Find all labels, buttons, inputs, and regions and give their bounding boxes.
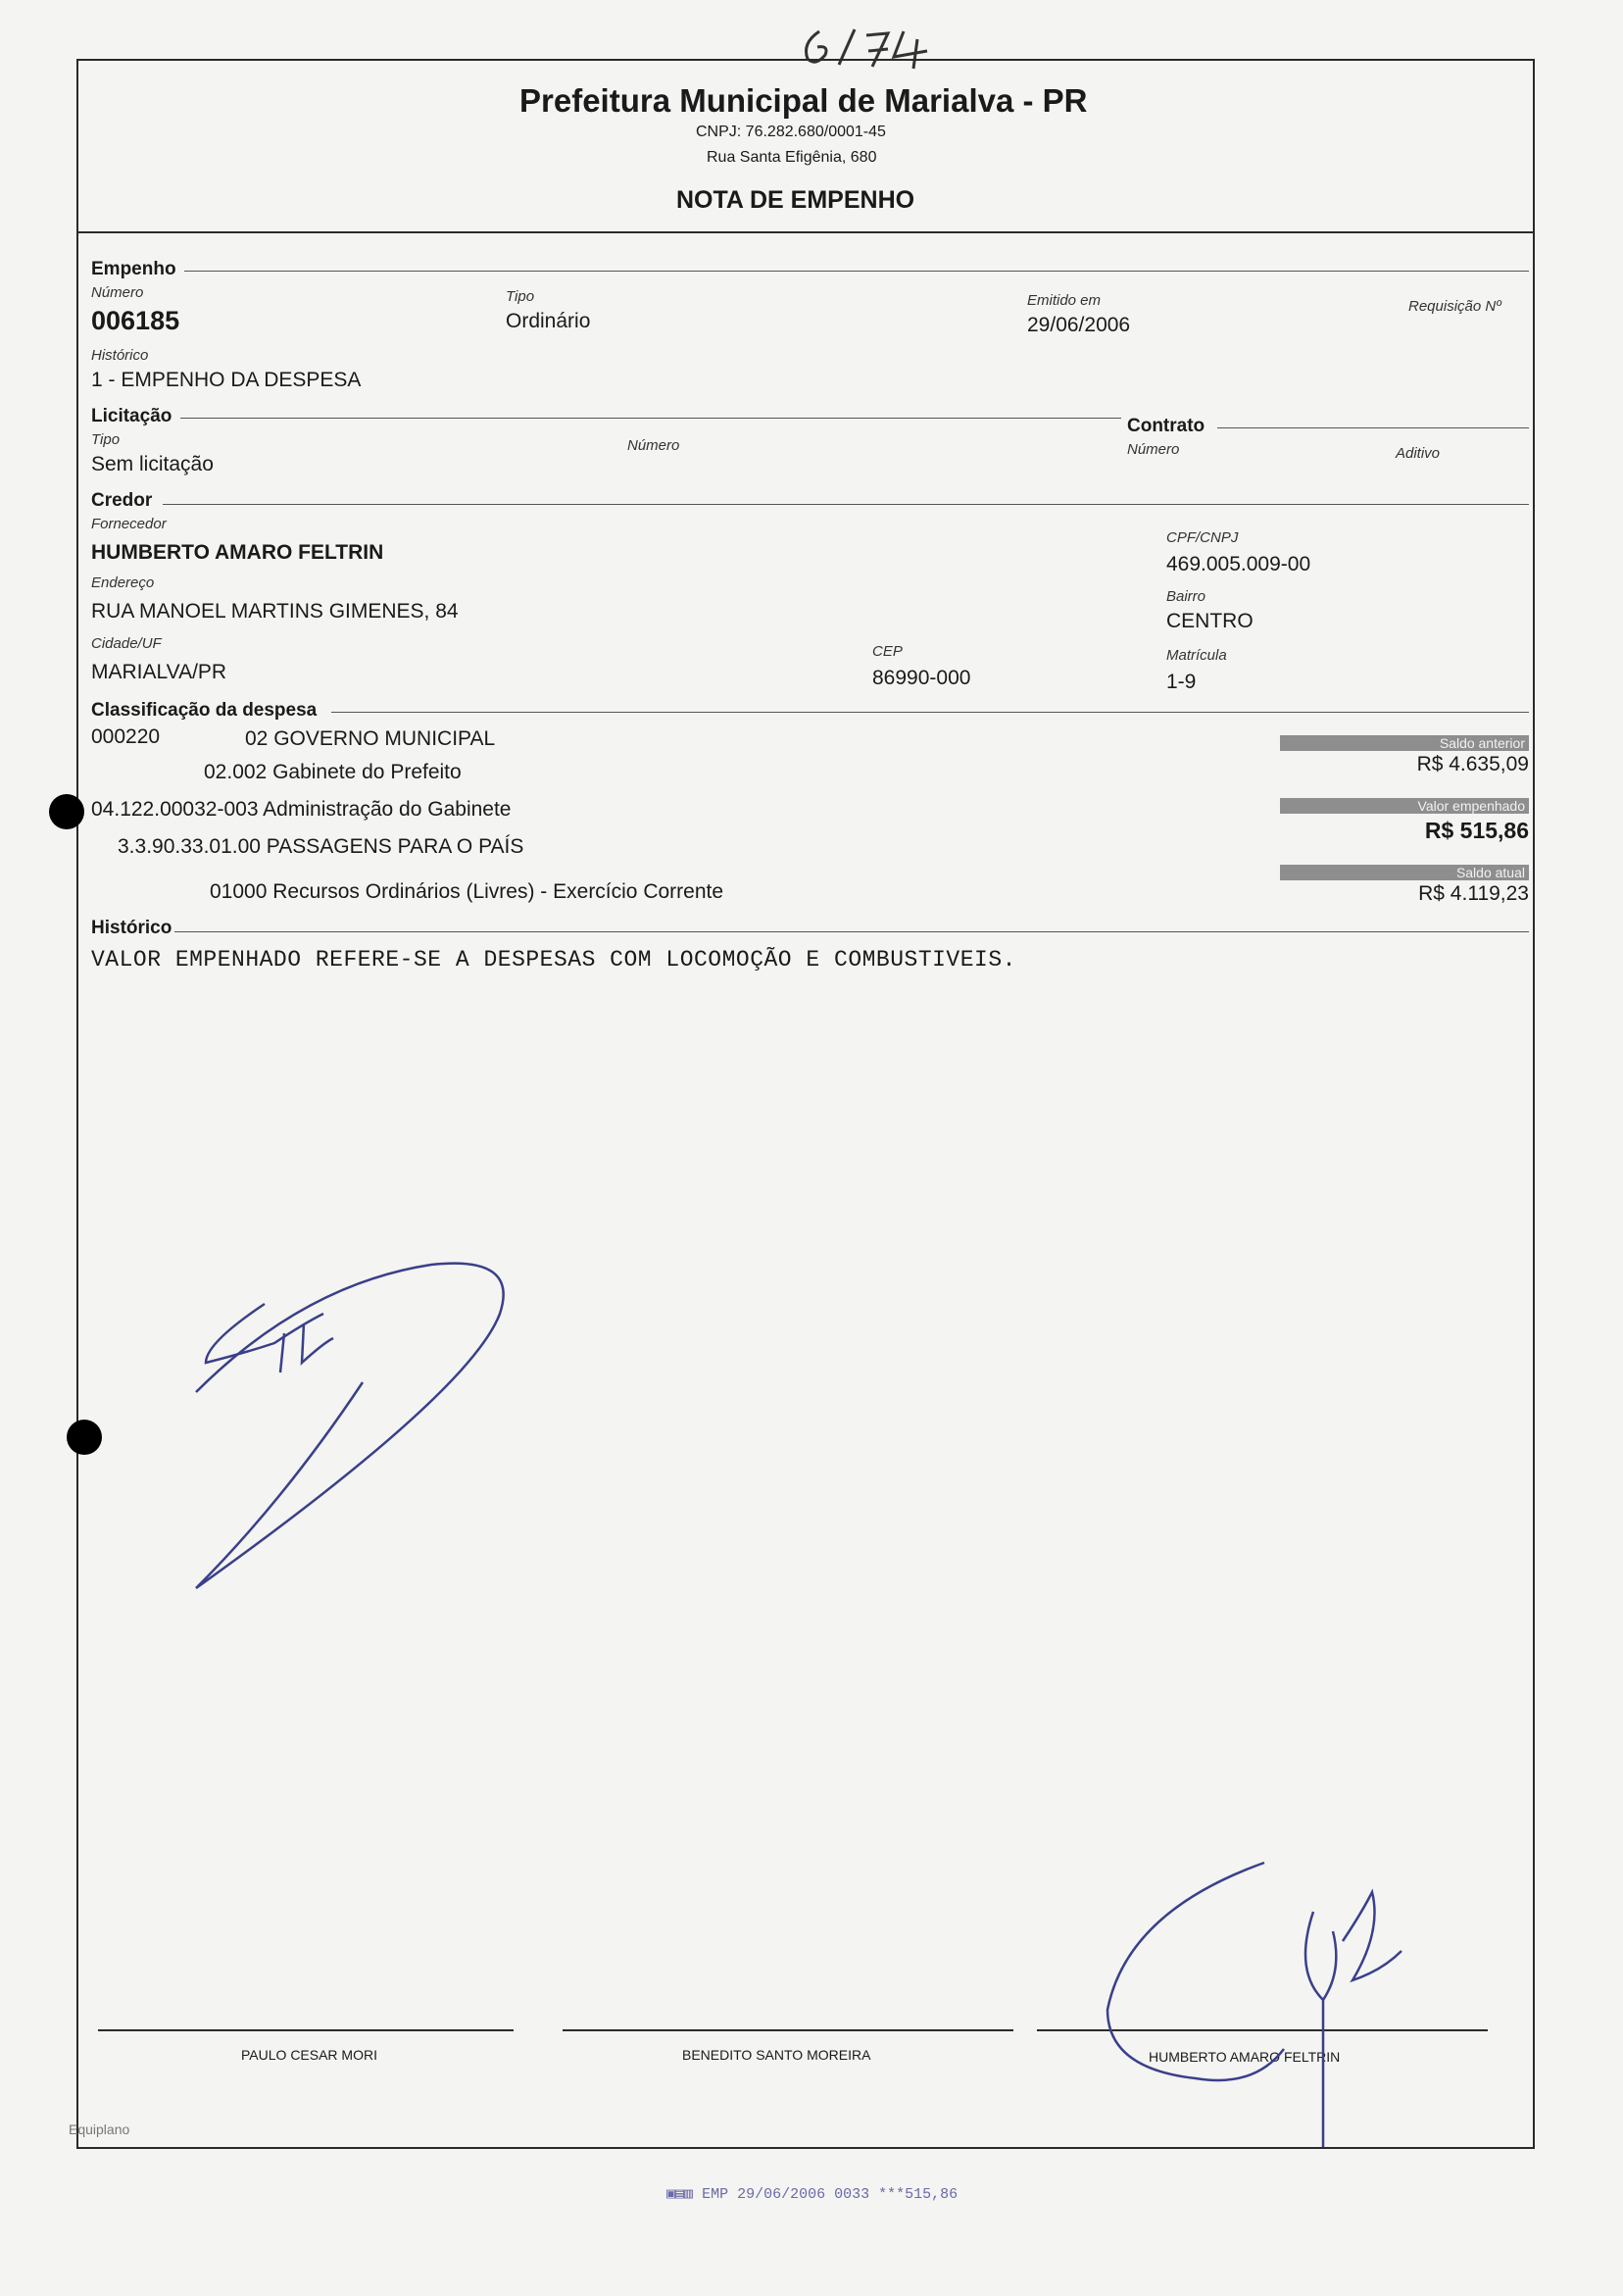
section-historico: Histórico	[91, 918, 172, 938]
section-licitacao: Licitação	[91, 406, 172, 426]
section-empenho: Empenho	[91, 259, 176, 279]
section-credor: Credor	[91, 490, 153, 511]
endereco-value: RUA MANOEL MARTINS GIMENES, 84	[91, 600, 459, 623]
signature-name-2: BENEDITO SANTO MOREIRA	[682, 2047, 871, 2063]
saldo-anterior-value: R$ 4.635,09	[1416, 753, 1529, 775]
matricula-label: Matrícula	[1166, 647, 1227, 664]
licitacao-tipo: Sem licitação	[91, 453, 214, 475]
contrato-numero-label: Número	[1127, 441, 1180, 458]
cep-label: CEP	[872, 643, 903, 660]
licitacao-tipo-label: Tipo	[91, 431, 121, 448]
signature-line	[563, 2029, 1013, 2031]
emitido-date: 29/06/2006	[1027, 314, 1131, 336]
classificacao-recurso: 01000 Recursos Ordinários (Livres) - Exercício Corrente	[210, 880, 724, 903]
page-title: Prefeitura Municipal de Marialva - PR	[519, 82, 1088, 119]
bairro-value: CENTRO	[1166, 610, 1254, 632]
section-line	[331, 712, 1529, 713]
empenho-tipo-label: Tipo	[506, 288, 535, 305]
section-line	[174, 931, 1529, 932]
emitido-label: Emitido em	[1027, 292, 1102, 309]
cep-value: 86990-000	[872, 667, 971, 689]
section-line	[180, 418, 1121, 419]
requisicao-label: Requisição Nº	[1408, 298, 1501, 315]
classificacao-elemento: 3.3.90.33.01.00 PASSAGENS PARA O PAÍS	[118, 835, 524, 858]
valor-empenhado-label: Valor empenhado	[1280, 798, 1529, 814]
cnpj: CNPJ: 76.282.680/0001-45	[696, 124, 886, 140]
signature-name-1: PAULO CESAR MORI	[241, 2047, 377, 2063]
section-line	[163, 504, 1529, 505]
document-title: NOTA DE EMPENHO	[676, 186, 915, 214]
valor-empenhado-value: R$ 515,86	[1424, 818, 1529, 843]
punch-hole	[67, 1420, 102, 1455]
fornecedor-name: HUMBERTO AMARO FELTRIN	[91, 541, 384, 564]
saldo-anterior-label: Saldo anterior	[1280, 735, 1529, 751]
cidade-value: MARIALVA/PR	[91, 661, 227, 683]
saldo-atual-label: Saldo atual	[1280, 865, 1529, 880]
footer-brand: Equiplano	[69, 2121, 130, 2137]
fornecedor-label: Fornecedor	[91, 516, 167, 532]
classificacao-code: 000220	[91, 725, 161, 748]
section-contrato: Contrato	[1127, 416, 1205, 436]
licitacao-numero-label: Número	[627, 437, 680, 454]
classificacao-unidade: 02.002 Gabinete do Prefeito	[204, 761, 462, 783]
empenho-numero-label: Número	[91, 284, 144, 301]
bairro-label: Bairro	[1166, 588, 1206, 605]
matricula-value: 1-9	[1166, 671, 1197, 693]
endereco-label: Endereço	[91, 574, 155, 591]
signature-scribble	[186, 1245, 519, 1598]
cidade-label: Cidade/UF	[91, 635, 162, 652]
empenho-historico: 1 - EMPENHO DA DESPESA	[91, 369, 362, 391]
section-line	[1217, 427, 1529, 428]
cpf-label: CPF/CNPJ	[1166, 529, 1239, 546]
saldo-atual-value: R$ 4.119,23	[1418, 882, 1529, 905]
signature-name-3: HUMBERTO AMARO FELTRIN	[1149, 2049, 1341, 2065]
signature-line	[98, 2029, 514, 2031]
empenho-numero: 006185	[91, 306, 180, 335]
empenho-historico-label: Histórico	[91, 347, 149, 364]
punch-hole	[49, 794, 84, 829]
stamp-text: EMP 29/06/2006 0033 ***515,86	[702, 2186, 959, 2203]
address: Rua Santa Efigênia, 680	[707, 149, 877, 166]
empenho-tipo: Ordinário	[506, 310, 591, 332]
signature-loop	[1088, 1853, 1421, 2167]
classificacao-funcional: 04.122.00032-003 Administração do Gabinete	[91, 798, 512, 821]
historico-text: VALOR EMPENHADO REFERE-SE A DESPESAS COM LOCOMOÇÃO E COMBUSTIVEIS.	[91, 947, 1016, 973]
cpf-value: 469.005.009-00	[1166, 553, 1311, 575]
header-divider	[76, 231, 1535, 233]
section-classificacao: Classificação da despesa	[91, 700, 318, 721]
contrato-aditivo-label: Aditivo	[1396, 445, 1441, 462]
classificacao-orgao: 02 GOVERNO MUNICIPAL	[245, 727, 496, 750]
section-line	[184, 271, 1529, 272]
stamp-icon: ▣▤▥	[666, 2186, 694, 2203]
footer-stamp	[666, 2184, 958, 2203]
